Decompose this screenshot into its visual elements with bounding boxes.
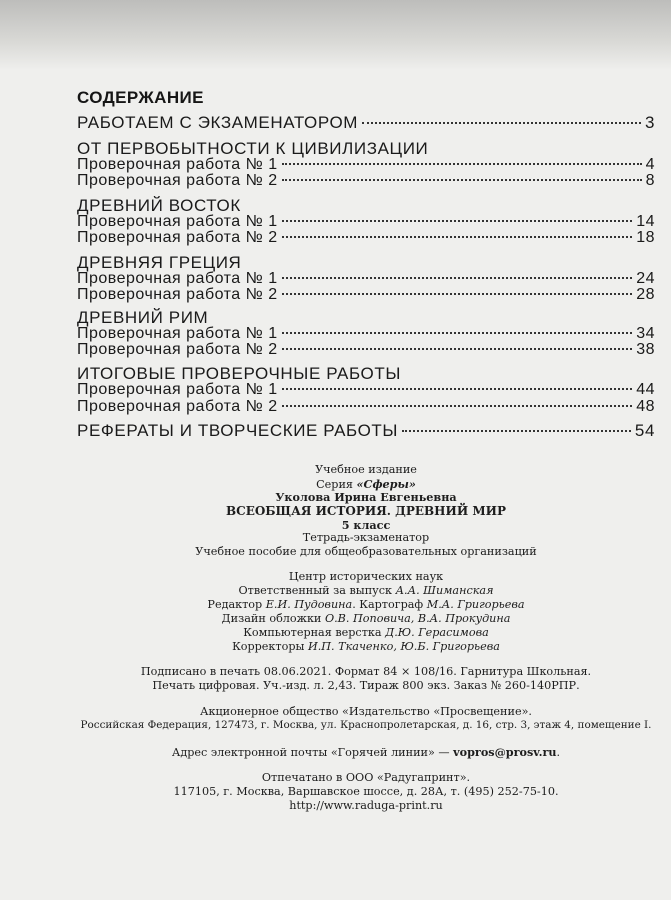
leader-dots — [282, 405, 633, 407]
imprint-editor — [77, 598, 655, 611]
imprint-layout — [77, 626, 655, 639]
toc-entry — [77, 286, 655, 304]
leader-dots — [282, 293, 633, 295]
toc-page-number: 8 — [645, 172, 655, 189]
section-title: ДРЕВНЯЯ ГРЕЦИЯ — [77, 253, 242, 272]
imprint-responsible-name: А.А. Шиманская — [395, 584, 494, 597]
toc-entry-label: Проверочная работа № 1 — [77, 213, 278, 230]
toc-entry-label: РЕФЕРАТЫ И ТВОРЧЕСКИЕ РАБОТЫ — [77, 421, 399, 440]
imprint-grade: 5 класс — [341, 518, 391, 532]
leader-dots — [282, 163, 642, 165]
imprint-publisher: Акционерное общество «Издательство «Просвещение». — [200, 705, 532, 718]
imprint-cartographer-name: М.А. Григорьева — [426, 598, 525, 611]
imprint-cover-design — [77, 612, 655, 625]
imprint-proof-name: И.П. Ткаченко, Ю.Б. Григорьева — [307, 640, 500, 653]
leader-dots — [282, 388, 633, 390]
toc-entry-label: Проверочная работа № 2 — [77, 286, 278, 303]
toc-entry-label: Проверочная работа № 2 — [77, 172, 278, 189]
printer-url-link[interactable]: http://www.raduga-print.ru — [289, 799, 443, 812]
section-title: ДРЕВНИЙ ВОСТОК — [77, 196, 241, 215]
toc-entry-intro — [77, 113, 655, 133]
imprint-series-name: «Сферы» — [356, 477, 416, 491]
imprint-responsible-label: Ответственный за выпуск — [238, 584, 396, 597]
imprint-series — [77, 477, 655, 491]
toc-page-number: 28 — [636, 286, 655, 303]
imprint-edition: Учебное издание — [315, 463, 417, 476]
imprint-layout-label: Компьютерная верстка — [243, 626, 386, 639]
toc-page-number: 48 — [636, 398, 655, 415]
toc-page-number: 4 — [645, 156, 655, 173]
toc-entry-final — [77, 421, 655, 441]
leader-dots — [282, 179, 642, 181]
imprint-cover-label: Дизайн обложки — [221, 612, 325, 625]
toc-entry-label: Проверочная работа № 2 — [77, 229, 278, 246]
imprint-purpose: Учебное пособие для общеобразовательных организаций — [195, 545, 537, 558]
section-title: ОТ ПЕРВОБЫТНОСТИ К ЦИВИЛИЗАЦИИ — [77, 139, 429, 158]
toc-page-number: 18 — [636, 229, 655, 246]
imprint-cover-name: О.В. Поповича, В.А. Прокудина — [324, 612, 511, 625]
leader-dots — [282, 348, 633, 350]
leader-dots — [282, 220, 633, 222]
toc-entry — [77, 172, 655, 190]
imprint-responsible — [77, 584, 655, 597]
imprint-hotline-label: Адрес электронной почты «Горячей линии» — — [171, 746, 454, 759]
toc-page-number: 3 — [644, 113, 655, 132]
imprint-layout-name: Д.Ю. Герасимова — [385, 626, 489, 639]
leader-dots — [282, 332, 633, 334]
toc-heading: СОДЕРЖАНИЕ — [77, 88, 204, 107]
toc-entry — [77, 381, 655, 399]
imprint-series-label: Серия — [316, 478, 357, 491]
toc-page-number: 38 — [636, 341, 655, 358]
imprint-proofreaders — [77, 640, 655, 653]
section-title: ИТОГОВЫЕ ПРОВЕРОЧНЫЕ РАБОТЫ — [77, 364, 401, 383]
imprint-title: ВСЕОБЩАЯ ИСТОРИЯ. ДРЕВНИЙ МИР — [226, 504, 506, 518]
toc-entry — [77, 398, 655, 416]
toc-entry-label: РАБОТАЕМ С ЭКЗАМЕНАТОРОМ — [77, 113, 359, 132]
toc-page-number: 34 — [636, 325, 655, 342]
leader-dots — [282, 236, 633, 238]
imprint-hotline-end: . — [556, 746, 561, 759]
leader-dots — [402, 430, 631, 432]
toc-entry-label: Проверочная работа № 1 — [77, 156, 278, 173]
imprint-print-info: Печать цифровая. Уч.-изд. л. 2,43. Тираж 800 экз. Заказ № 260-140РПР. — [152, 679, 580, 692]
imprint-editor-name: Е.И. Пудовина — [265, 598, 353, 611]
toc-page-number: 44 — [636, 381, 655, 398]
toc-entry-label: Проверочная работа № 1 — [77, 381, 278, 398]
imprint-proof-label: Корректоры — [232, 640, 308, 653]
imprint-author: Уколова Ирина Евгеньевна — [275, 490, 457, 504]
toc-page-number: 24 — [636, 270, 655, 287]
imprint-center: Центр исторических наук — [288, 570, 444, 583]
toc-entry-label: Проверочная работа № 1 — [77, 325, 278, 342]
imprint-subtitle: Тетрадь-экзаменатор — [302, 531, 430, 544]
imprint-address: Российская Федерация, 127473, г. Москва, ул. Краснопролетарская, д. 16, стр. 3, этаж 4, помещение I. — [80, 719, 652, 731]
leader-dots — [282, 277, 633, 279]
section-title: ДРЕВНИЙ РИМ — [77, 308, 209, 327]
hotline-email-link[interactable]: vopros@prosv.ru — [453, 745, 557, 759]
imprint-editor-label: Редактор — [207, 598, 266, 611]
leader-dots — [362, 122, 641, 124]
toc-page-number: 54 — [634, 421, 655, 440]
toc-page-number: 14 — [636, 213, 655, 230]
toc-entry-label: Проверочная работа № 2 — [77, 398, 278, 415]
imprint-printed-at: Отпечатано в ООО «Радугапринт». — [261, 771, 471, 784]
imprint-cartographer-label: . Картограф — [352, 598, 427, 611]
imprint-printer-address: 117105, г. Москва, Варшавское шоссе, д. 28А, т. (495) 252-75-10. — [173, 785, 559, 798]
imprint-hotline — [77, 745, 655, 759]
toc-entry-label: Проверочная работа № 1 — [77, 270, 278, 287]
toc-entry — [77, 229, 655, 247]
toc-entry — [77, 341, 655, 359]
toc-entry-label: Проверочная работа № 2 — [77, 341, 278, 358]
top-shadow-band — [0, 0, 671, 70]
imprint-signed: Подписано в печать 08.06.2021. Формат 84 × 108/16. Гарнитура Школьная. — [140, 665, 592, 678]
